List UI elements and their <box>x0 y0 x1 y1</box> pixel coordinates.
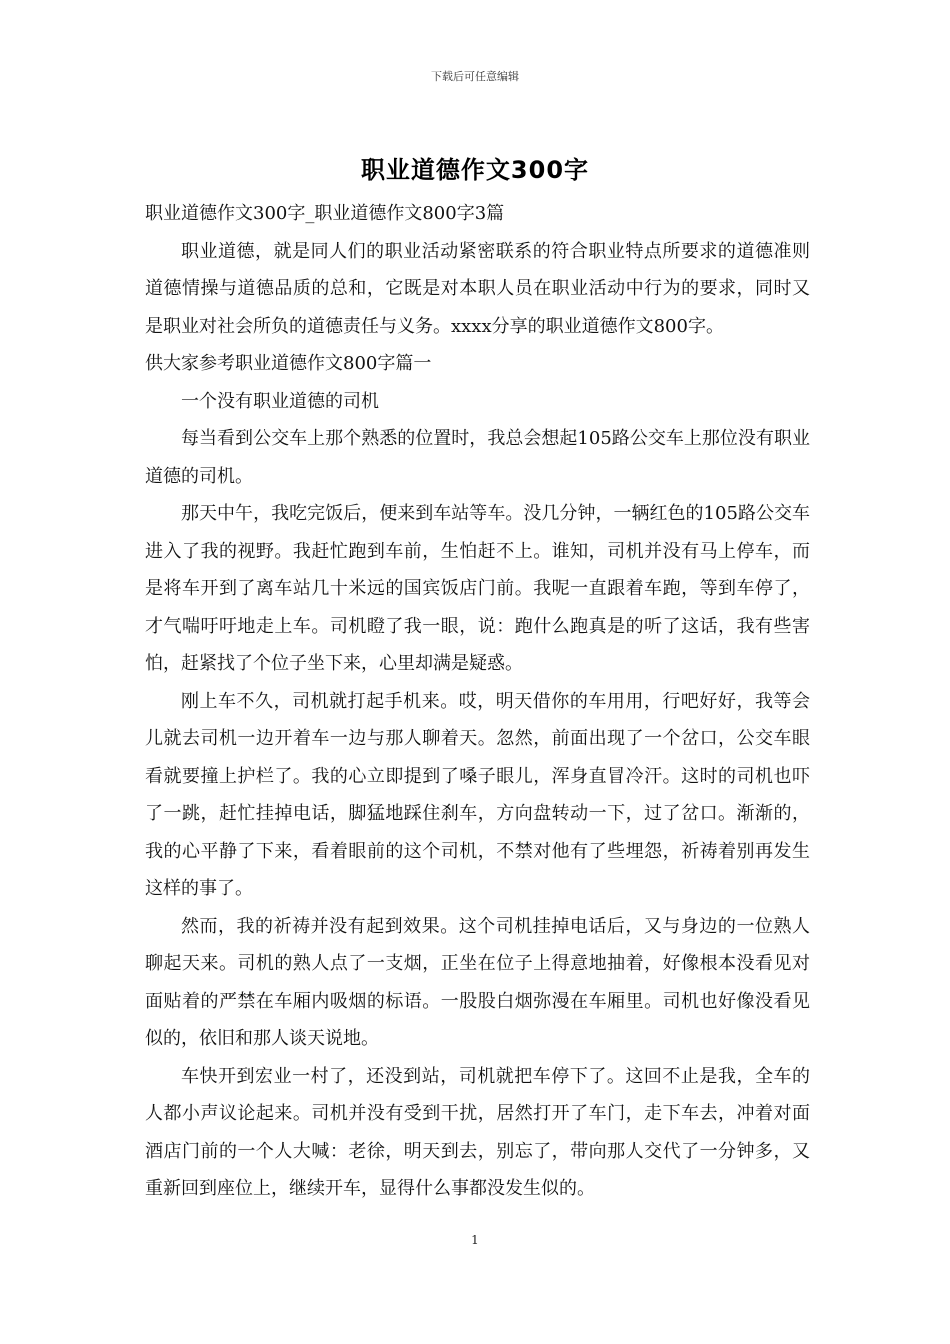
page-number: 1 <box>471 1233 479 1247</box>
document-body <box>145 195 810 1208</box>
paragraph-reference: 供大家参考职业道德作文800字篇一 <box>145 353 432 374</box>
essay-heading: 一个没有职业道德的司机 <box>181 390 379 412</box>
paragraph: 车快开到宏业一村了，还没到站，司机就把车停下了。这回不止是我，全车的人都小声议论起来。司机并没有受到干扰，居然打开了车门，走下车去，冲着对面酒店门前的一个人大喊：老徐，明天到去，别忘了，带向那人交代了一分钟多，又重新回到座位上，继续开车，显得什么事都没发生似的。 <box>145 1065 810 1199</box>
page-title: 职业道德作文300字 <box>360 156 590 184</box>
header-note: 下载后可任意编辑 <box>431 70 519 83</box>
paragraph-intro: 职业道德，就是同人们的职业活动紧密联系的符合职业特点所要求的道德准则道德情操与道德品质的总和，它既是对本职人员在职业活动中行为的要求，同时又是职业对社会所负的道德责任与义务。xxxx分享的职业道德作文800字。 <box>145 240 810 337</box>
document-subtitle: 职业道德作文300字_职业道德作文800字3篇 <box>145 203 505 224</box>
paragraph: 每当看到公交车上那个熟悉的位置时，我总会想起105路公交车上那位没有职业道德的司机。 <box>145 428 810 487</box>
paragraph: 然而，我的祈祷并没有起到效果。这个司机挂掉电话后，又与身边的一位熟人聊起天来。司机的熟人点了一支烟，正坐在位子上得意地抽着，好像根本没看见对面贴着的严禁在车厢内吸烟的标语。一股股白烟弥漫在车厢里。司机也好像没看见似的，依旧和那人谈天说地。 <box>145 915 810 1049</box>
paragraph: 那天中午，我吃完饭后，便来到车站等车。没几分钟，一辆红色的105路公交车进入了我的视野。我赶忙跑到车前，生怕赶不上。谁知，司机并没有马上停车，而是将车开到了离车站几十米远的国宾饭店门前。我呢一直跟着车跑，等到车停了，才气喘吁吁地走上车。司机瞪了我一眼，说：跑什么跑真是的听了这话，我有些害怕，赶紧找了个位子坐下来，心里却满是疑惑。 <box>145 503 810 674</box>
paragraph: 刚上车不久，司机就打起手机来。哎，明天借你的车用用，行吧好好，我等会儿就去司机一边开着车一边与那人聊着天。忽然，前面出现了一个岔口，公交车眼看就要撞上护栏了。我的心立即提到了嗓子眼儿，浑身直冒冷汗。这时的司机也吓了一跳，赶忙挂掉电话，脚猛地踩住刹车，方向盘转动一下，过了岔口。渐渐的，我的心平静了下来，看着眼前的这个司机，不禁对他有了些埋怨，祈祷着别再发生这样的事了。 <box>145 690 810 899</box>
